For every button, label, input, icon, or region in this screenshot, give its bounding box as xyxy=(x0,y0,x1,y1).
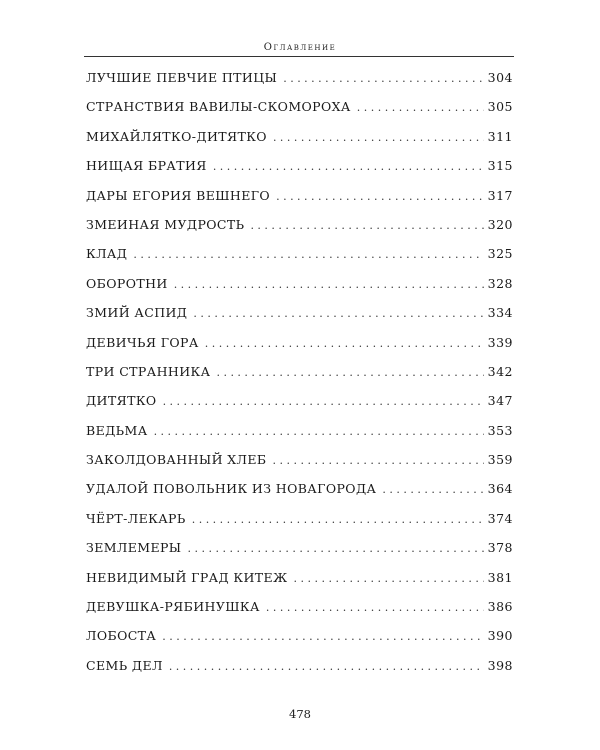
toc-entry-page: 347 xyxy=(487,393,513,409)
toc-entry-title: ДЕВИЧЬЯ ГОРА xyxy=(86,334,199,350)
toc-entry-page: 390 xyxy=(487,628,513,644)
toc-entry-title: ЗМЕИНАЯ МУДРОСТЬ xyxy=(86,216,245,232)
toc-entry-page: 317 xyxy=(487,187,513,203)
header-rule xyxy=(84,56,514,57)
toc-dot-leader xyxy=(162,630,483,643)
running-header: Оглавление xyxy=(263,42,337,53)
toc-entry-page: 334 xyxy=(487,305,513,321)
toc-entry-page: 398 xyxy=(487,657,513,673)
toc-dot-leader xyxy=(133,248,483,261)
toc-entry-title: ВЕДЬМА xyxy=(86,422,148,438)
toc-entry[interactable] xyxy=(86,129,513,158)
toc-entry-title: ЛОБОСТА xyxy=(86,628,157,644)
toc-entry-title: ЧЁРТ-ЛЕКАРЬ xyxy=(86,510,186,526)
toc-entry[interactable] xyxy=(86,99,513,128)
toc-entry[interactable] xyxy=(86,481,513,510)
toc-entry-page: 378 xyxy=(487,540,513,556)
toc-entry-title: УДАЛОЙ ПОВОЛЬНИК ИЗ НОВАГОРОДА xyxy=(86,481,377,497)
toc-entry-page: 359 xyxy=(487,452,513,468)
toc-entry[interactable] xyxy=(86,570,513,599)
toc-dot-leader xyxy=(188,542,484,555)
toc-entry[interactable] xyxy=(86,628,513,657)
toc-entry[interactable] xyxy=(86,423,513,452)
toc-entry-page: 315 xyxy=(487,158,513,174)
toc-entry[interactable] xyxy=(86,452,513,481)
toc-entry[interactable] xyxy=(86,658,513,687)
toc-entry-page: 374 xyxy=(487,510,513,526)
toc-dot-leader xyxy=(283,72,483,85)
table-of-contents xyxy=(86,70,513,687)
toc-entry-title: ДЕВУШКА-РЯБИНУШКА xyxy=(86,599,260,615)
toc-entry-title: ДАРЫ ЕГОРИЯ ВЕШНЕГО xyxy=(86,187,271,203)
toc-dot-leader xyxy=(154,425,484,438)
toc-entry-page: 305 xyxy=(487,99,513,115)
toc-dot-leader xyxy=(276,190,484,203)
toc-entry[interactable] xyxy=(86,305,513,334)
toc-entry-title: ЗАКОЛДОВАННЫЙ ХЛЕБ xyxy=(86,452,267,468)
toc-entry-page: 328 xyxy=(487,275,513,291)
toc-entry-page: 342 xyxy=(487,363,513,379)
toc-entry-title: МИХАЙЛЯТКО-ДИТЯТКО xyxy=(86,128,267,144)
toc-entry-page: 339 xyxy=(487,334,513,350)
toc-entry[interactable] xyxy=(86,188,513,217)
toc-dot-leader xyxy=(273,131,484,144)
toc-entry-page: 364 xyxy=(487,481,513,497)
toc-dot-leader xyxy=(273,454,484,467)
toc-entry[interactable] xyxy=(86,511,513,540)
toc-entry-title: КЛАД xyxy=(86,246,128,262)
toc-dot-leader xyxy=(216,366,483,379)
toc-entry-title: ЗЕМЛЕМЕРЫ xyxy=(86,540,182,556)
toc-dot-leader xyxy=(357,101,484,114)
toc-entry-title: НЕВИДИМЫЙ ГРАД КИТЕЖ xyxy=(86,569,288,585)
toc-entry-title: ТРИ СТРАННИКА xyxy=(86,363,211,379)
toc-entry[interactable] xyxy=(86,276,513,305)
toc-entry-page: 353 xyxy=(487,422,513,438)
toc-entry[interactable] xyxy=(86,364,513,393)
toc-entry-page: 320 xyxy=(487,216,513,232)
toc-entry-page: 386 xyxy=(487,599,513,615)
toc-entry[interactable] xyxy=(86,158,513,187)
toc-dot-leader xyxy=(174,278,484,291)
toc-entry-title: СТРАНСТВИЯ ВАВИЛЫ-СКОМОРОХА xyxy=(86,99,351,115)
toc-dot-leader xyxy=(205,337,484,350)
toc-dot-leader xyxy=(250,219,483,232)
toc-entry-title: ОБОРОТНИ xyxy=(86,275,168,291)
toc-entry[interactable] xyxy=(86,599,513,628)
toc-dot-leader xyxy=(266,601,484,614)
toc-entry[interactable] xyxy=(86,70,513,99)
toc-entry-page: 381 xyxy=(487,569,513,585)
toc-dot-leader xyxy=(294,572,484,585)
toc-entry-title: ДИТЯТКО xyxy=(86,393,157,409)
toc-dot-leader xyxy=(169,660,484,673)
toc-dot-leader xyxy=(193,307,483,320)
toc-entry-title: ЗМИЙ АСПИД xyxy=(86,305,188,321)
toc-entry-page: 311 xyxy=(487,128,513,144)
toc-dot-leader xyxy=(192,513,484,526)
toc-entry-page: 304 xyxy=(487,70,513,85)
toc-entry-title: НИЩАЯ БРАТИЯ xyxy=(86,158,207,174)
toc-entry-page: 325 xyxy=(487,246,513,262)
toc-entry[interactable] xyxy=(86,393,513,422)
toc-dot-leader xyxy=(382,483,483,496)
toc-dot-leader xyxy=(213,160,484,173)
toc-entry[interactable] xyxy=(86,335,513,364)
toc-entry[interactable] xyxy=(86,217,513,246)
toc-entry[interactable] xyxy=(86,246,513,275)
toc-entry[interactable] xyxy=(86,540,513,569)
toc-entry-title: СЕМЬ ДЕЛ xyxy=(86,657,163,673)
page-number: 478 xyxy=(289,707,311,721)
toc-dot-leader xyxy=(163,395,484,408)
toc-entry-title: ЛУЧШИЕ ПЕВЧИЕ ПТИЦЫ xyxy=(86,70,278,85)
